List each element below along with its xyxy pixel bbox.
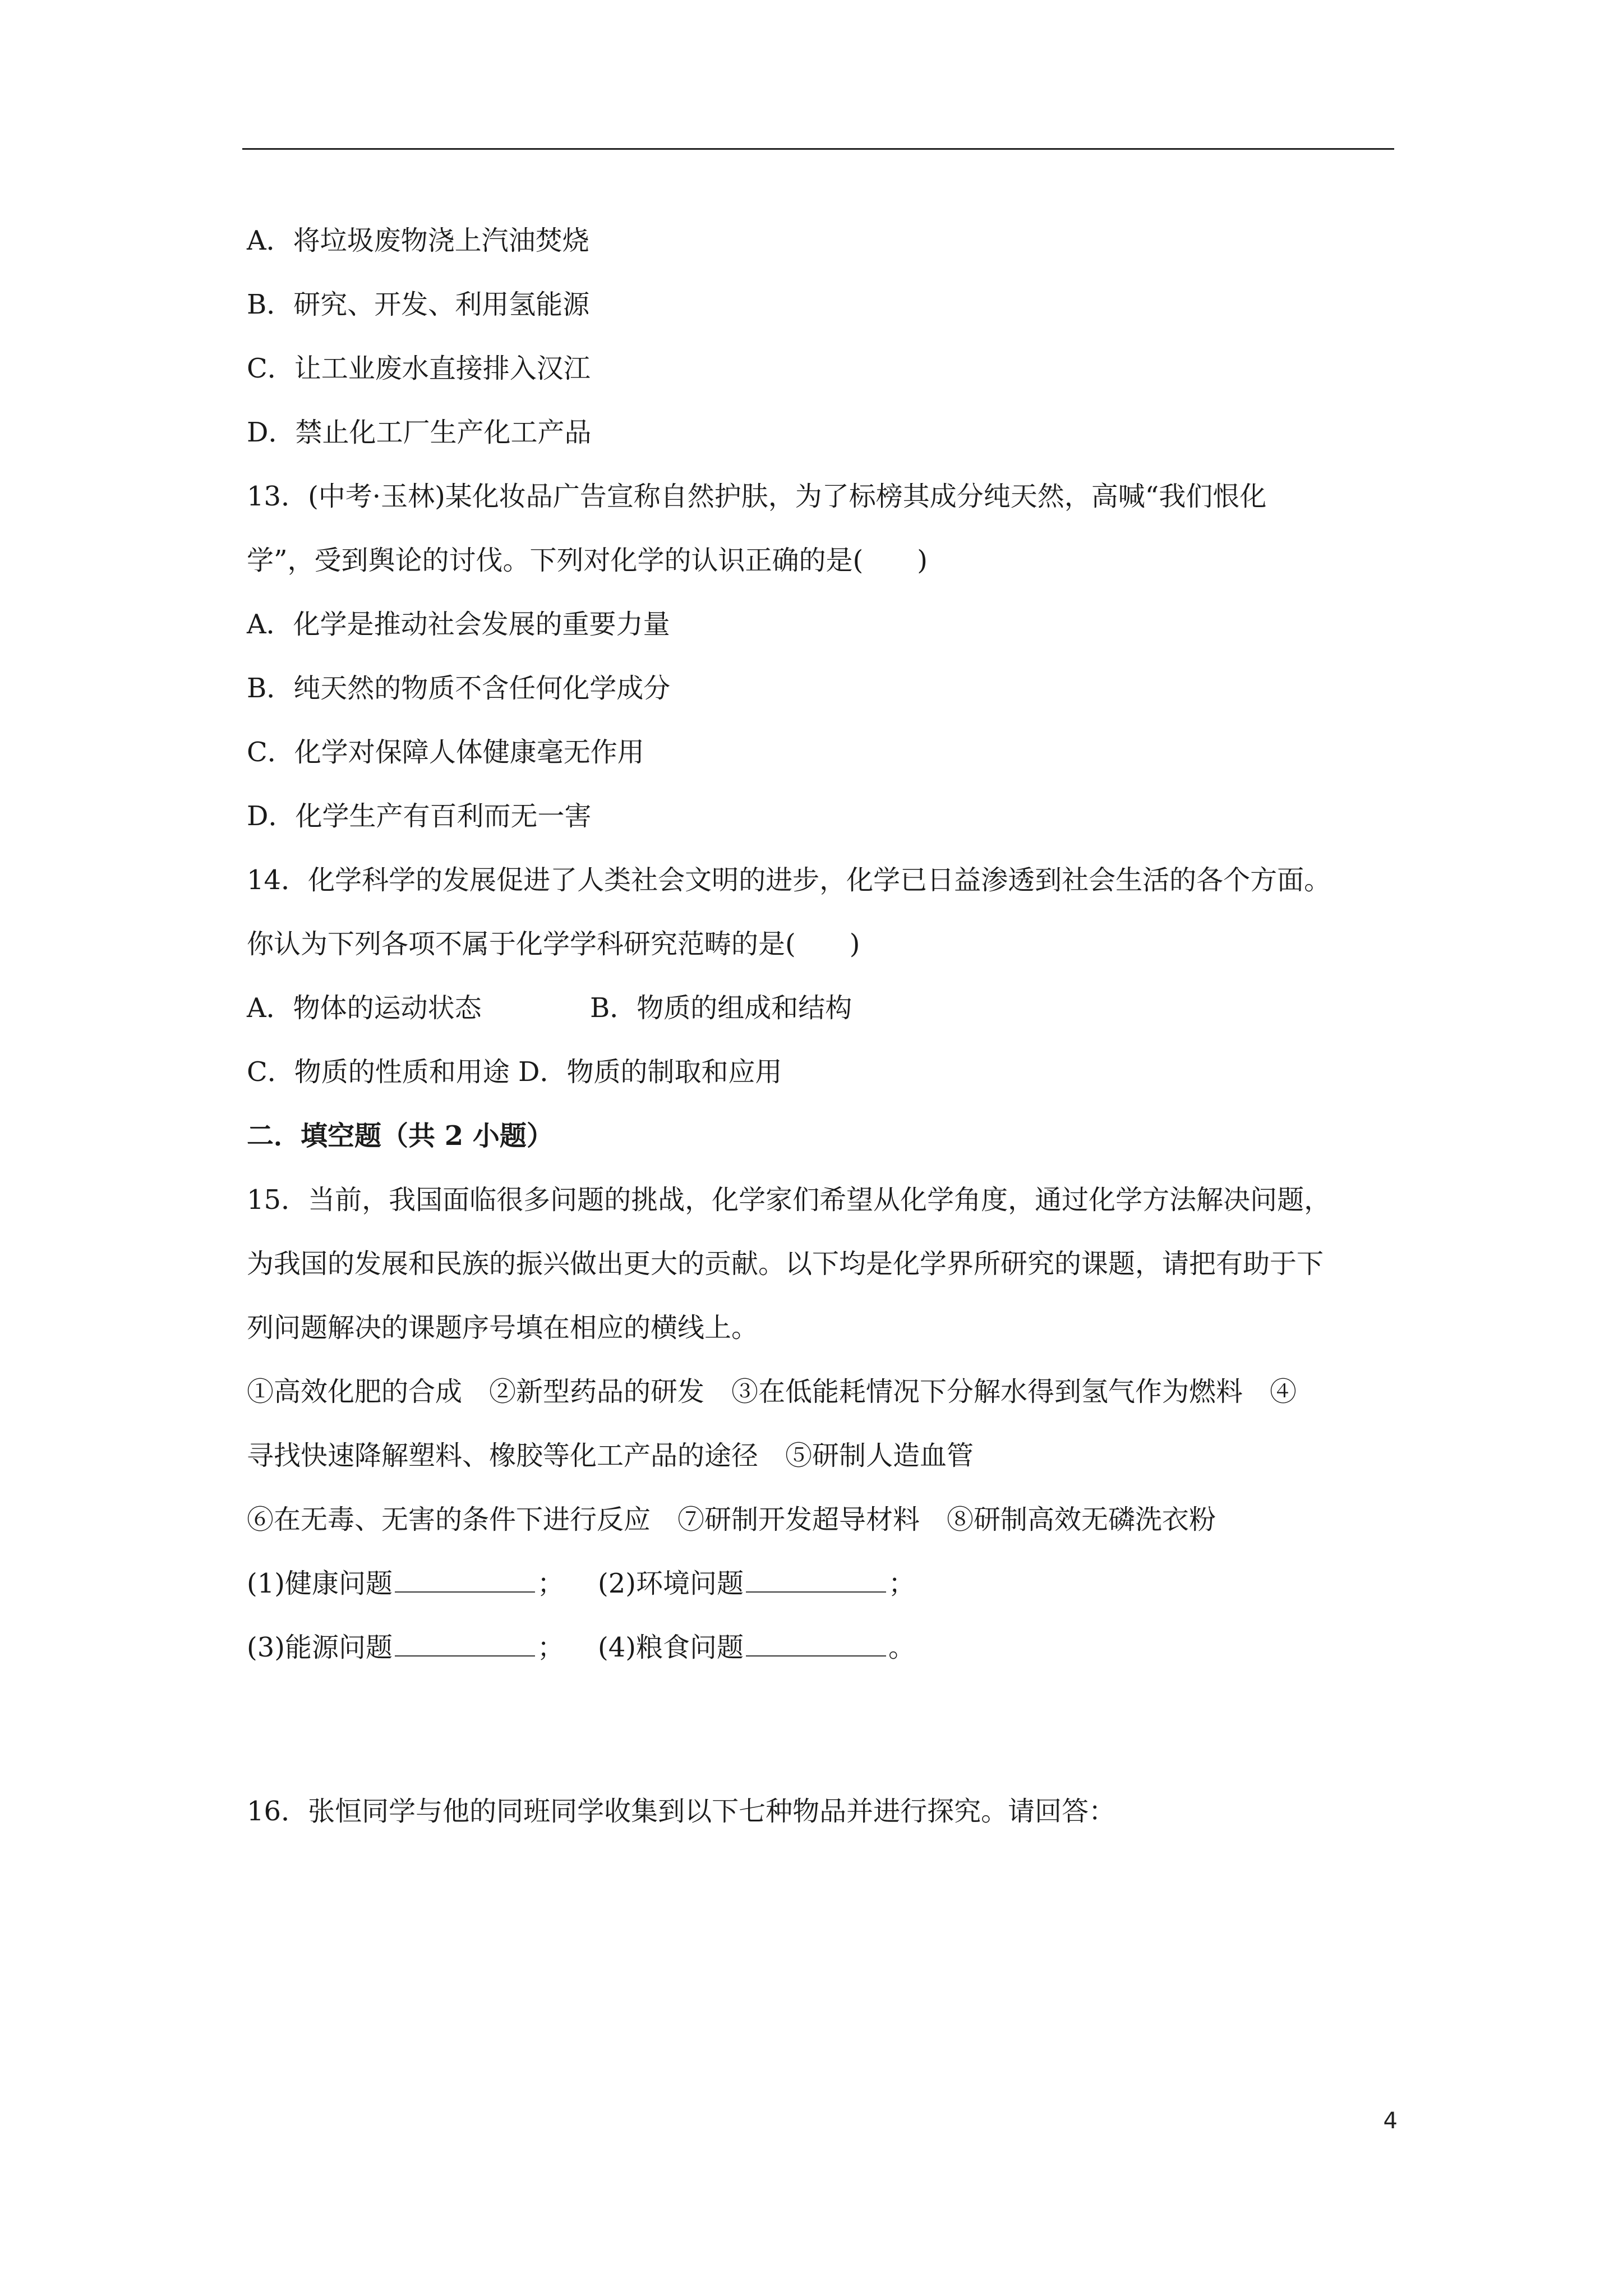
q15-stem-line1: 15．当前，我国面临很多问题的挑战，化学家们希望从化学角度，通过化学方法解决问题，	[247, 1184, 1331, 1216]
q12-option-a: A．将垃圾废物浇上汽油焚烧	[247, 225, 589, 256]
q14-options-row1	[247, 976, 1396, 1040]
q13-option-c: C．化学对保障人体健康毫无作用	[247, 737, 644, 768]
header-rule	[242, 148, 1394, 150]
q15-blank2-field[interactable]	[746, 1565, 886, 1593]
q13-option-b: B．纯天然的物质不含任何化学成分	[247, 673, 671, 704]
q14-option-b: B．物质的组成和结构	[590, 992, 852, 1024]
q15-blank1-label: (1)健康问题	[247, 1568, 393, 1599]
section-heading-fill-in: 二．填空题（共 2 小题）	[247, 1120, 554, 1152]
q15-blank3-field[interactable]	[395, 1628, 535, 1657]
q15-blank3-label: (3)能源问题	[247, 1632, 393, 1663]
q15-blank4-label: (4)粮食问题	[598, 1632, 744, 1663]
q15-end-period: 。	[888, 1632, 916, 1663]
q12-option-c: C．让工业废水直接排入汉江	[247, 353, 591, 384]
q16-stem-line1: 16．张恒同学与他的同班同学收集到以下七种物品并进行探究。请回答：	[247, 1796, 1116, 1827]
q12-option-d: D．禁止化工厂生产化工产品	[247, 417, 592, 448]
q14-option-d: D．物质的制取和应用	[518, 1056, 782, 1088]
q15-separator: ；	[888, 1568, 916, 1599]
q15-blanks-row2	[247, 1616, 1396, 1779]
q14-stem-line2: 你认为下列各项不属于化学学科研究范畴的是( )	[247, 928, 860, 960]
page-number: 4	[1383, 2108, 1398, 2134]
q15-topics-line2: 寻找快速降解塑料、橡胶等化工产品的途径 ⑤研制人造血管	[247, 1440, 974, 1471]
q12-option-b: B．研究、开发、利用氢能源	[247, 289, 590, 320]
q15-blank2-label: (2)环境问题	[598, 1568, 744, 1599]
q13-option-d: D．化学生产有百利而无一害	[247, 800, 592, 832]
q13-option-a: A．化学是推动社会发展的重要力量	[247, 609, 670, 640]
q15-blanks-row1	[247, 1552, 1396, 1616]
page-content	[247, 209, 1396, 1843]
q13-stem-line1: 13．(中考·玉林)某化妆品广告宣称自然护肤，为了标榜其成分纯天然，高喊“我们恨化	[247, 481, 1267, 512]
q14-option-a: A．物体的运动状态	[247, 992, 482, 1024]
q15-stem-line2: 为我国的发展和民族的振兴做出更大的贡献。以下均是化学界所研究的课题，请把有助于下	[247, 1248, 1324, 1280]
q13-stem-line2: 学”，受到舆论的讨伐。下列对化学的认识正确的是( )	[247, 545, 928, 576]
q15-separator: ；	[537, 1568, 565, 1599]
q15-topics-line1: ①高效化肥的合成 ②新型药品的研发 ③在低能耗情况下分解水得到氢气作为燃料 ④	[247, 1376, 1297, 1407]
q14-options-row2	[247, 1040, 1396, 1104]
q15-blank1-field[interactable]	[395, 1565, 535, 1593]
q15-stem-line3: 列问题解决的课题序号填在相应的横线上。	[247, 1312, 759, 1343]
q14-stem-line1: 14．化学科学的发展促进了人类社会文明的进步，化学已日益渗透到社会生活的各个方面。	[247, 864, 1331, 896]
q15-blank4-field[interactable]	[746, 1628, 886, 1657]
q15-topics-line3: ⑥在无毒、无害的条件下进行反应 ⑦研制开发超导材料 ⑧研制高效无磷洗衣粉	[247, 1504, 1216, 1535]
q14-option-c: C．物质的性质和用途	[247, 1056, 510, 1088]
q15-separator: ；	[537, 1632, 565, 1663]
